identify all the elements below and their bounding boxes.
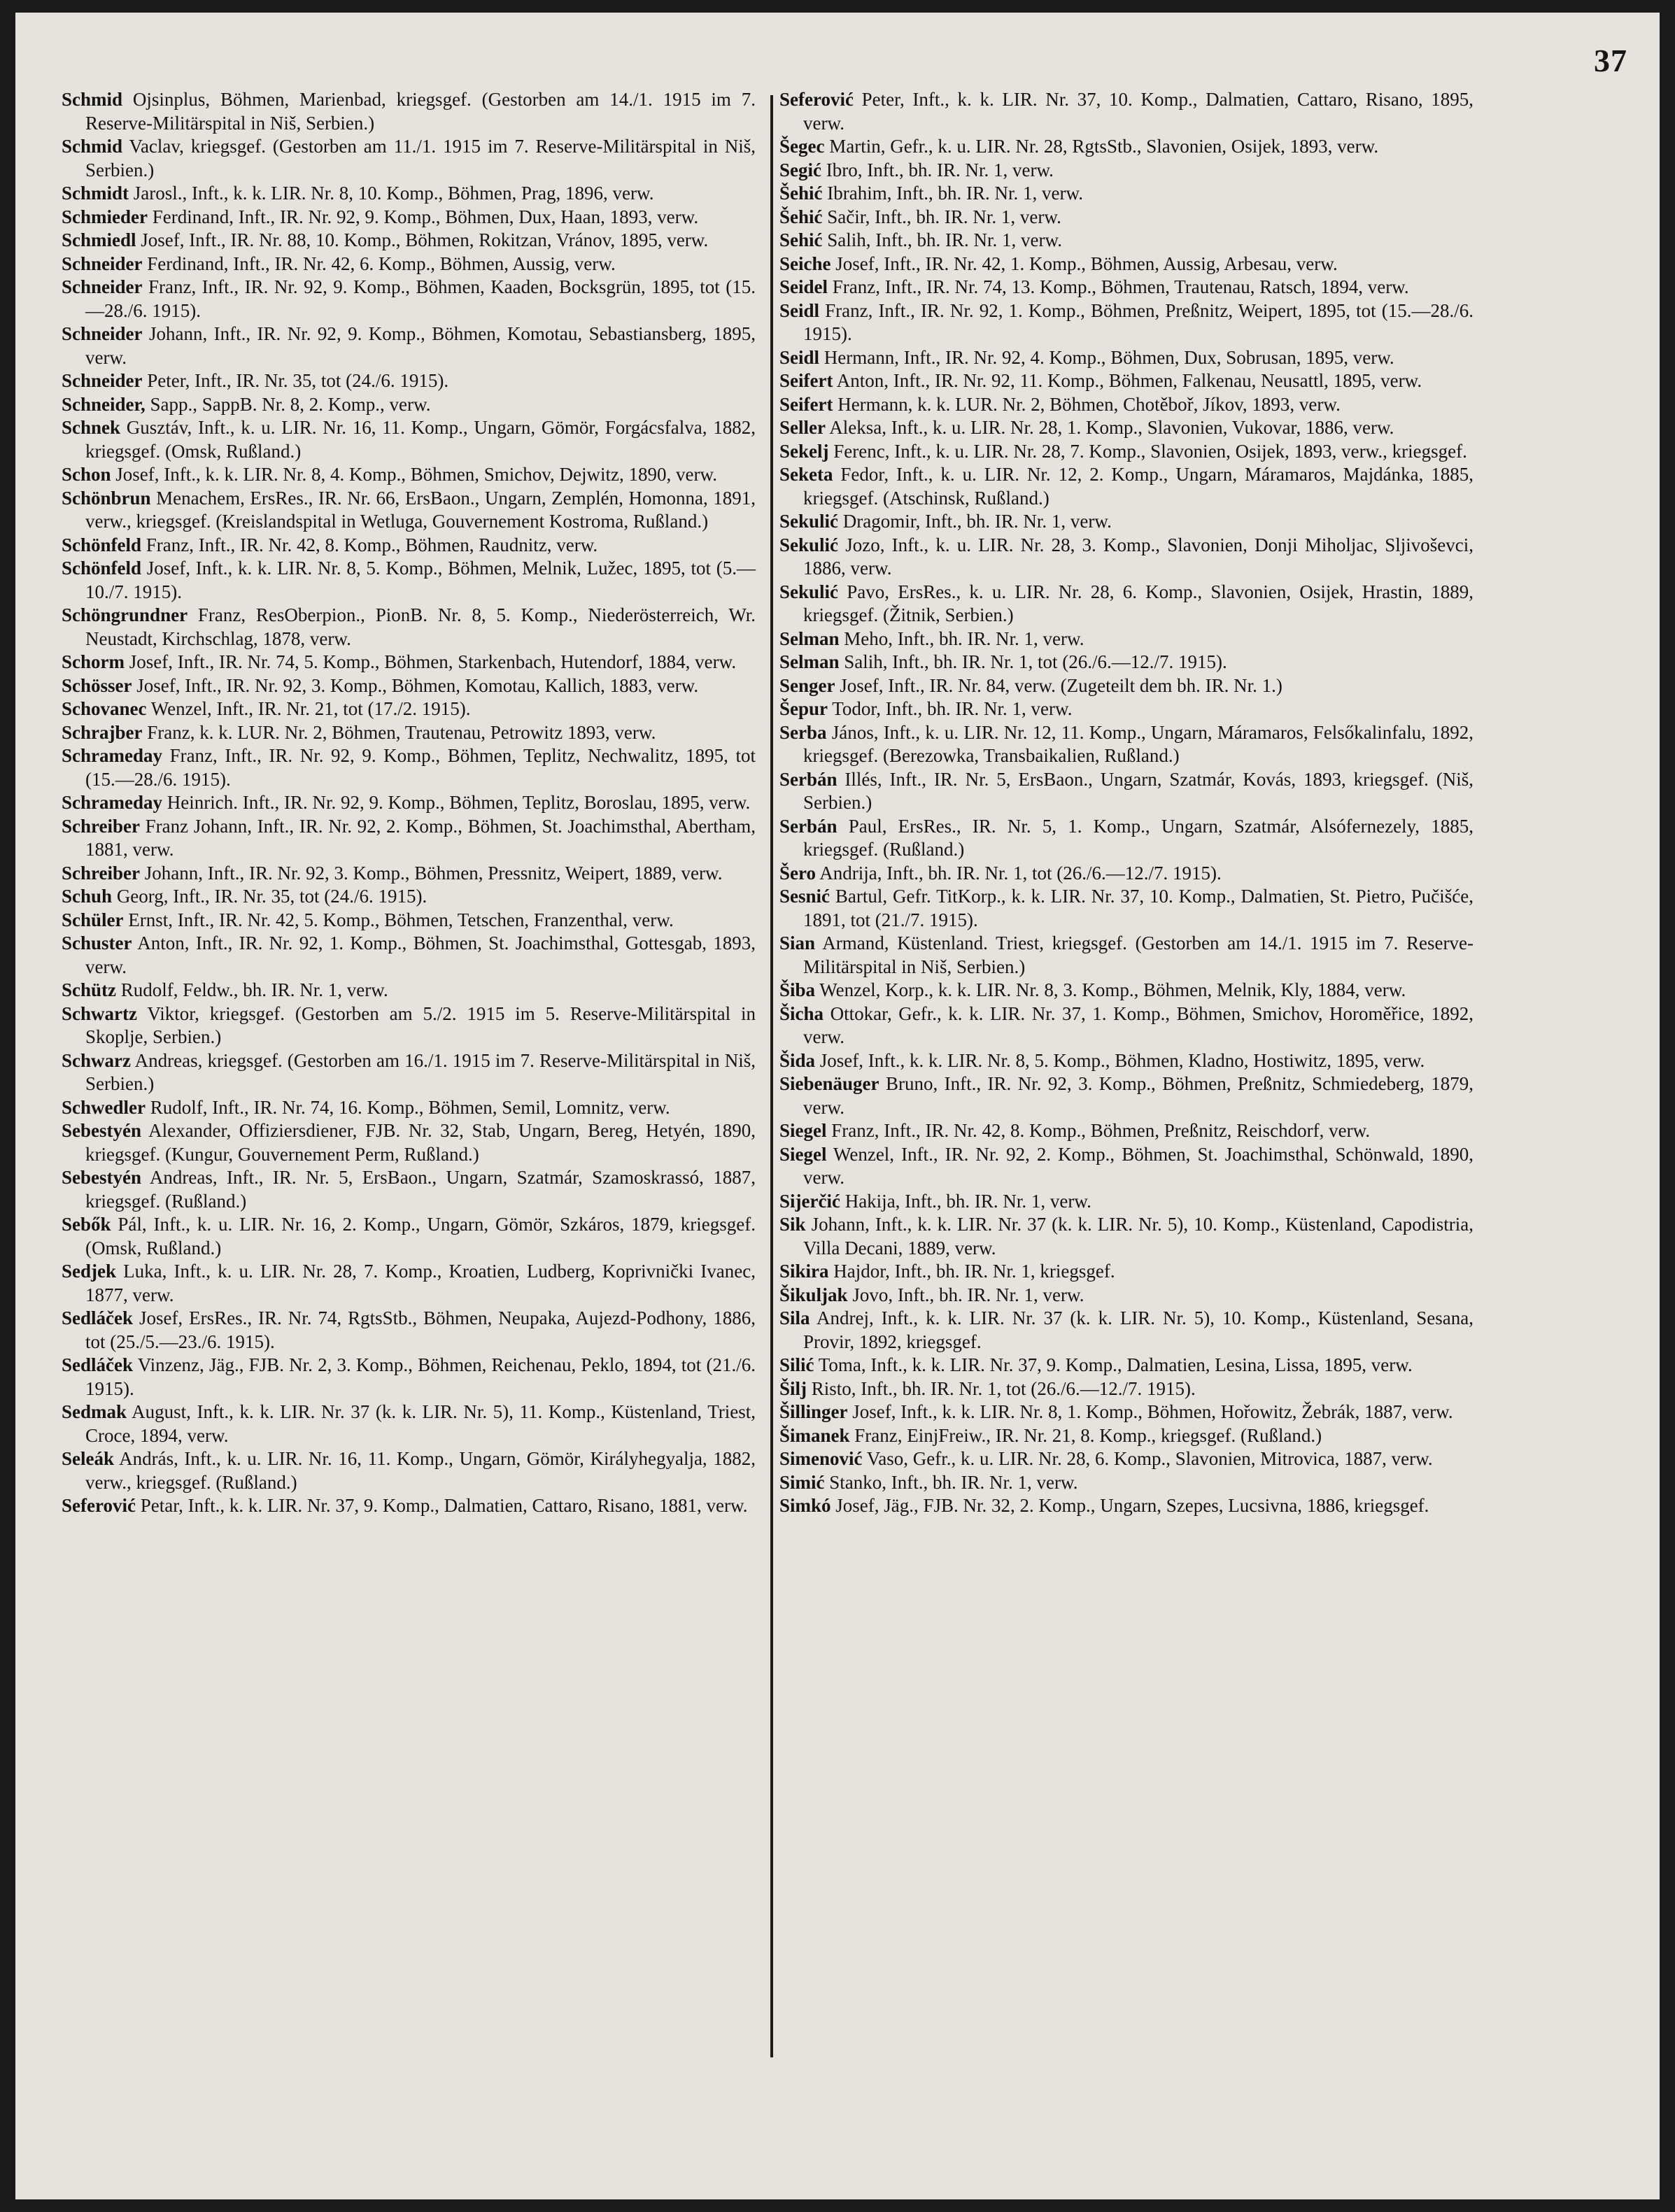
- left-column: [62, 88, 756, 1518]
- entry-details: Franz, EinjFreiw., IR. Nr. 21, 8. Komp., kriegsgef. (Rußland.): [849, 1424, 1322, 1446]
- register-entry: [779, 1143, 1473, 1190]
- entry-details: Meho, Inft., bh. IR. Nr. 1, verw.: [839, 628, 1084, 649]
- entry-surname: Sila: [779, 1307, 810, 1328]
- register-entry: [779, 721, 1473, 768]
- register-entry: [62, 1049, 756, 1096]
- entry-details: Franz, Inft., IR. Nr. 92, 9. Komp., Böhmen, Kaaden, Bocksgrün, 1895, tot (15.—28./6. 1915).: [85, 276, 756, 321]
- entry-surname: Seleák: [62, 1448, 115, 1469]
- register-entry: [62, 1166, 756, 1213]
- register-entry: [779, 1260, 1473, 1284]
- entry-details: Ojsinplus, Böhmen, Marienbad, kriegsgef. (Gestorben am 14./1. 1915 im 7. Reserve-Militärspital in Niš, Serbien.): [85, 89, 756, 134]
- register-entry: [62, 721, 756, 745]
- entry-surname: Schmid: [62, 136, 123, 157]
- entry-surname: Sekulić: [779, 581, 839, 602]
- register-entry: [779, 346, 1473, 370]
- entry-details: Josef, Inft., IR. Nr. 42, 1. Komp., Böhmen, Aussig, Arbesau, verw.: [831, 253, 1338, 274]
- register-entry: [62, 932, 756, 979]
- entry-details: Stanko, Inft., bh. IR. Nr. 1, verw.: [824, 1471, 1078, 1493]
- register-entry: [779, 581, 1473, 628]
- register-entry: [62, 1119, 756, 1166]
- register-entry: [62, 744, 756, 791]
- entry-details: Andreas, kriegsgef. (Gestorben am 16./1. 1915 im 7. Reserve-Militärspital in Niš, Serbien.): [85, 1049, 756, 1094]
- entry-surname: Šikuljak: [779, 1284, 848, 1305]
- register-entry: [779, 697, 1473, 721]
- entry-details: Todor, Inft., bh. IR. Nr. 1, verw.: [828, 698, 1073, 719]
- entry-details: Hakija, Inft., bh. IR. Nr. 1, verw.: [840, 1190, 1091, 1212]
- entry-surname: Schmieder: [62, 206, 148, 227]
- entry-surname: Schreiber: [62, 815, 140, 837]
- entry-surname: Simić: [779, 1471, 825, 1493]
- register-entry: [779, 135, 1473, 159]
- entry-details: Franz, ResOberpion., PionB. Nr. 8, 5. Komp., Niederösterreich, Wr. Neustadt, Kirchschlag, 1878, verw.: [85, 604, 756, 649]
- entry-details: Jovo, Inft., bh. IR. Nr. 1, verw.: [847, 1284, 1084, 1305]
- register-entry: [62, 1096, 756, 1120]
- entry-details: Franz Johann, Inft., IR. Nr. 92, 2. Komp., Böhmen, St. Joachimsthal, Abertham, 1881, verw.: [85, 815, 756, 860]
- entry-surname: Sedláček: [62, 1354, 134, 1375]
- register-entry: [62, 697, 756, 721]
- register-entry: [62, 1401, 756, 1447]
- entry-details: Aleksa, Inft., k. u. LIR. Nr. 28, 1. Komp., Slavonien, Vukovar, 1886, verw.: [825, 417, 1394, 438]
- entry-details: Sapp., SappB. Nr. 8, 2. Komp., verw.: [145, 393, 431, 415]
- entry-details: Alexander, Offiziersdiener, FJB. Nr. 32, Stab, Ungarn, Bereg, Hetyén, 1890, kriegsgef. (Kungur, Gouvernement Perm, Rußland.): [85, 1120, 756, 1165]
- register-entry: [62, 909, 756, 933]
- entry-details: András, Inft., k. u. LIR. Nr. 16, 11. Komp., Ungarn, Gömör, Királyhegyalja, 1882, verw., kriegsgef. (Rußland.): [85, 1448, 756, 1493]
- register-entry: [779, 768, 1473, 815]
- page-number: 37: [1594, 43, 1627, 78]
- right-column: [779, 88, 1473, 1518]
- register-entry: [779, 229, 1473, 253]
- entry-details: Bartul, Gefr. TitKorp., k. k. LIR. Nr. 37, 10. Komp., Dalmatien, St. Pietro, Pučišće, 1891, tot (21./7. 1915).: [803, 886, 1473, 930]
- register-entry: [62, 862, 756, 886]
- entry-details: Anton, Inft., IR. Nr. 92, 1. Komp., Böhmen, St. Joachimsthal, Gottesgab, 1893, verw.: [85, 933, 756, 977]
- entry-surname: Segić: [779, 159, 821, 180]
- register-entry: [779, 1213, 1473, 1260]
- register-entry: [62, 322, 756, 369]
- register-entry: [62, 206, 756, 229]
- entry-details: Peter, Inft., k. k. LIR. Nr. 37, 10. Komp., Dalmatien, Cattaro, Risano, 1895, verw.: [803, 89, 1473, 134]
- register-entry: [62, 1494, 756, 1518]
- register-entry: [62, 1002, 756, 1049]
- entry-surname: Schwartz: [62, 1002, 137, 1024]
- register-entry: [62, 135, 756, 182]
- register-entry: [62, 1307, 756, 1354]
- register-entry: [779, 88, 1473, 135]
- entry-details: Andreas, Inft., IR. Nr. 5, ErsBaon., Ungarn, Szatmár, Szamoskrassó, 1887, kriegsgef. (Rußland.): [85, 1167, 756, 1212]
- entry-details: Martin, Gefr., k. u. LIR. Nr. 28, RgtsStb., Slavonien, Osijek, 1893, verw.: [824, 136, 1379, 157]
- entry-surname: Sik: [779, 1214, 806, 1235]
- register-entry: [779, 1401, 1473, 1424]
- entry-details: Sačir, Inft., bh. IR. Nr. 1, verw.: [822, 206, 1061, 227]
- entry-details: Pál, Inft., k. u. LIR. Nr. 16, 2. Komp., Ungarn, Gömör, Szkáros, 1879, kriegsgef. (Omsk, Rußland.): [85, 1214, 756, 1259]
- entry-surname: Sebestyén: [62, 1120, 141, 1141]
- entry-surname: Seiche: [779, 253, 831, 274]
- register-entry: [62, 651, 756, 674]
- entry-surname: Seferović: [62, 1495, 136, 1516]
- entry-details: Toma, Inft., k. k. LIR. Nr. 37, 9. Komp., Dalmatien, Lesina, Lissa, 1895, verw.: [814, 1354, 1413, 1375]
- entry-surname: Šimanek: [779, 1424, 850, 1446]
- entry-details: Georg, Inft., IR. Nr. 35, tot (24./6. 1915).: [112, 886, 427, 907]
- entry-details: Petar, Inft., k. k. LIR. Nr. 37, 9. Komp., Dalmatien, Cattaro, Risano, 1881, verw.: [135, 1495, 748, 1516]
- register-entry: [779, 440, 1473, 464]
- entry-surname: Schneider: [62, 276, 143, 297]
- entry-details: Rudolf, Feldw., bh. IR. Nr. 1, verw.: [116, 979, 388, 1000]
- register-entry: [62, 229, 756, 253]
- entry-surname: Schrameday: [62, 745, 162, 766]
- entry-details: Josef, Inft., k. k. LIR. Nr. 8, 5. Komp., Böhmen, Kladno, Hostiwitz, 1895, verw.: [815, 1049, 1425, 1071]
- entry-details: Franz, Inft., IR. Nr. 42, 8. Komp., Böhmen, Preßnitz, Reischdorf, verw.: [826, 1120, 1371, 1141]
- entry-surname: Schovanec: [62, 698, 147, 719]
- entry-surname: Sijerčić: [779, 1190, 840, 1212]
- entry-details: Franz, Inft., IR. Nr. 42, 8. Komp., Böhmen, Raudnitz, verw.: [141, 534, 598, 555]
- entry-details: Salih, Inft., bh. IR. Nr. 1, tot (26./6.—12./7. 1915).: [839, 651, 1227, 672]
- entry-surname: Serbán: [779, 815, 838, 837]
- entry-details: Ibro, Inft., bh. IR. Nr. 1, verw.: [821, 159, 1054, 180]
- entry-details: Josef, Inft., IR. Nr. 92, 3. Komp., Böhmen, Komotau, Kallich, 1883, verw.: [132, 674, 699, 696]
- register-entry: [62, 1260, 756, 1307]
- entry-surname: Sesnić: [779, 886, 831, 907]
- entry-surname: Schrameday: [62, 792, 162, 813]
- register-entry: [62, 253, 756, 276]
- entry-surname: Schönfeld: [62, 558, 142, 579]
- register-entry: [779, 1377, 1473, 1401]
- register-entry: [62, 534, 756, 558]
- entry-details: Peter, Inft., IR. Nr. 35, tot (24./6. 1915).: [142, 370, 449, 391]
- register-entry: [779, 885, 1473, 932]
- entry-details: Anton, Inft., IR. Nr. 92, 11. Komp., Böhmen, Falkenau, Neusattl, 1895, verw.: [833, 370, 1422, 391]
- entry-surname: Šepur: [779, 698, 828, 719]
- register-entry: [779, 1049, 1473, 1073]
- register-entry: [779, 416, 1473, 440]
- entry-details: Armand, Küstenland. Triest, kriegsgef. (Gestorben am 14./1. 1915 im 7. Reserve-Militärspital in Niš, Serbien.): [803, 933, 1473, 977]
- register-entry: [779, 674, 1473, 698]
- entry-details: Vaso, Gefr., k. u. LIR. Nr. 28, 6. Komp., Slavonien, Mitrovica, 1887, verw.: [862, 1448, 1433, 1469]
- entry-details: János, Inft., k. u. LIR. Nr. 12, 11. Komp., Ungarn, Máramaros, Felsőkalinfalu, 1892, kriegsgef. (Berezowka, Transbaikalien, Rußland.): [803, 721, 1473, 766]
- entry-surname: Schöngrundner: [62, 604, 188, 625]
- entry-surname: Šegec: [779, 136, 825, 157]
- register-entry: [779, 159, 1473, 183]
- entry-details: Josef, ErsRes., IR. Nr. 74, RgtsStb., Böhmen, Neupaka, Aujezd-Podhony, 1886, tot (25./5.—23./6. 1915).: [85, 1307, 756, 1352]
- entry-surname: Schüler: [62, 909, 124, 930]
- entry-details: Ernst, Inft., IR. Nr. 42, 5. Komp., Böhmen, Tetschen, Franzenthal, verw.: [123, 909, 674, 930]
- entry-details: Ibrahim, Inft., bh. IR. Nr. 1, verw.: [822, 183, 1083, 204]
- entry-details: Franz, Inft., IR. Nr. 92, 9. Komp., Böhmen, Teplitz, Nechwalitz, 1895, tot (15.—28./6. 1915).: [85, 745, 756, 790]
- entry-surname: Seferović: [779, 89, 854, 110]
- entry-surname: Schnek: [62, 417, 121, 438]
- entry-surname: Simenović: [779, 1448, 863, 1469]
- entry-surname: Šilj: [779, 1377, 807, 1399]
- entry-surname: Schrajber: [62, 721, 143, 743]
- entry-surname: Sebők: [62, 1214, 111, 1235]
- entry-details: Ferdinand, Inft., IR. Nr. 92, 9. Komp., Böhmen, Dux, Haan, 1893, verw.: [147, 206, 699, 227]
- register-entry: [779, 1307, 1473, 1354]
- entry-details: Josef, Inft., k. k. LIR. Nr. 8, 5. Komp., Böhmen, Melnik, Lužec, 1895, tot (5.—10./7. 1915).: [85, 558, 756, 602]
- entry-details: Wenzel, Inft., IR. Nr. 21, tot (17./2. 1915).: [146, 698, 471, 719]
- entry-surname: Sedláček: [62, 1307, 134, 1328]
- entry-details: Menachem, ErsRes., IR. Nr. 66, ErsBaon., Ungarn, Zemplén, Homonna, 1891, verw., kriegsgef. (Kreislandspital in Wetluga, Gouvernement Kostroma, Rußland.): [85, 487, 756, 532]
- entry-details: Vaclav, kriegsgef. (Gestorben am 11./1. 1915 im 7. Reserve-Militärspital in Niš, Serbien.): [85, 136, 756, 180]
- register-entry: [779, 182, 1473, 206]
- entry-details: Ottokar, Gefr., k. k. LIR. Nr. 37, 1. Komp., Böhmen, Smichov, Horoměřice, 1892, verw.: [803, 1002, 1473, 1047]
- register-entry: [62, 88, 756, 135]
- register-entry: [779, 393, 1473, 417]
- entry-details: Jozo, Inft., k. u. LIR. Nr. 28, 3. Komp., Slavonien, Donji Miholjac, Sljivoševci, 1886, verw.: [803, 534, 1473, 579]
- entry-surname: Sebestyén: [62, 1167, 141, 1188]
- entry-surname: Šillinger: [779, 1401, 848, 1422]
- register-entry: [779, 1190, 1473, 1214]
- register-entry: [779, 510, 1473, 534]
- register-entry: [62, 557, 756, 604]
- entry-surname: Sekulić: [779, 511, 839, 532]
- entry-details: Johann, Inft., IR. Nr. 92, 9. Komp., Böhmen, Komotau, Sebastiansberg, 1895, verw.: [85, 323, 756, 368]
- entry-surname: Šehić: [779, 183, 823, 204]
- entry-details: Salih, Inft., bh. IR. Nr. 1, verw.: [822, 229, 1062, 250]
- register-entry: [779, 369, 1473, 393]
- entry-details: Bruno, Inft., IR. Nr. 92, 3. Komp., Böhmen, Preßnitz, Schmiedeberg, 1879, verw.: [803, 1073, 1473, 1118]
- entry-details: Johann, Inft., IR. Nr. 92, 3. Komp., Böhmen, Pressnitz, Weipert, 1889, verw.: [139, 862, 723, 884]
- entry-details: Illés, Inft., IR. Nr. 5, ErsBaon., Ungarn, Szatmár, Kovás, 1893, kriegsgef. (Niš, Serbien.): [803, 768, 1473, 813]
- entry-details: Wenzel, Inft., IR. Nr. 92, 2. Komp., Böhmen, St. Joachimsthal, Schönwald, 1890, verw.: [803, 1143, 1473, 1188]
- entry-surname: Schwedler: [62, 1096, 146, 1118]
- register-entry: [62, 791, 756, 815]
- entry-surname: Seidel: [779, 276, 828, 297]
- entry-surname: Schon: [62, 464, 111, 485]
- entry-details: Ferdinand, Inft., IR. Nr. 42, 6. Komp., Böhmen, Aussig, verw.: [142, 253, 616, 274]
- scanned-page: [15, 13, 1660, 2199]
- entry-details: Risto, Inft., bh. IR. Nr. 1, tot (26./6.—12./7. 1915).: [807, 1377, 1196, 1399]
- register-entry: [62, 604, 756, 651]
- entry-details: Viktor, kriegsgef. (Gestorben am 5./2. 1915 im 5. Reserve-Militärspital in Skoplje, Serbien.): [85, 1002, 756, 1047]
- entry-details: Wenzel, Korp., k. k. LIR. Nr. 8, 3. Komp., Böhmen, Melnik, Kly, 1884, verw.: [815, 979, 1406, 1000]
- entry-details: Vinzenz, Jäg., FJB. Nr. 2, 3. Komp., Böhmen, Reichenau, Peklo, 1894, tot (21./6. 1915).: [85, 1354, 756, 1399]
- entry-details: Hajdor, Inft., bh. IR. Nr. 1, kriegsgef.: [828, 1261, 1115, 1282]
- register-entry: [779, 932, 1473, 979]
- entry-surname: Siebenäuger: [779, 1073, 879, 1094]
- entry-surname: Seifert: [779, 393, 833, 415]
- entry-details: Josef, Inft., k. k. LIR. Nr. 8, 1. Komp., Böhmen, Hořowitz, Žebrák, 1887, verw.: [847, 1401, 1453, 1422]
- entry-surname: Šida: [779, 1049, 816, 1071]
- entry-details: Johann, Inft., k. k. LIR. Nr. 37 (k. k. LIR. Nr. 5), 10. Komp., Küstenland, Capodistria, Villa Decani, 1889, verw.: [803, 1214, 1473, 1259]
- entry-details: Josef, Inft., k. k. LIR. Nr. 8, 4. Komp., Böhmen, Smichov, Dejwitz, 1890, verw.: [111, 464, 717, 485]
- register-entry: [62, 393, 756, 417]
- register-entry: [62, 416, 756, 463]
- entry-surname: Schuster: [62, 933, 132, 953]
- entry-surname: Silić: [779, 1354, 814, 1375]
- register-entry: [779, 979, 1473, 1002]
- register-entry: [62, 463, 756, 487]
- entry-surname: Šiba: [779, 979, 816, 1000]
- entry-details: Paul, ErsRes., IR. Nr. 5, 1. Komp., Ungarn, Szatmár, Alsófernezely, 1885, kriegsgef. (Rußland.): [803, 815, 1473, 860]
- register-entry: [62, 276, 756, 322]
- register-entry: [62, 182, 756, 206]
- entry-surname: Seidl: [779, 299, 820, 321]
- entry-surname: Siegel: [779, 1120, 827, 1141]
- register-entry: [779, 1119, 1473, 1143]
- entry-surname: Sikira: [779, 1261, 829, 1282]
- entry-details: Pavo, ErsRes., k. u. LIR. Nr. 28, 6. Komp., Slavonien, Osijek, Hrastin, 1889, kriegsgef. (Žitnik, Serbien.): [803, 581, 1473, 625]
- entry-surname: Schwarz: [62, 1049, 131, 1071]
- entry-surname: Schönbrun: [62, 487, 151, 509]
- register-entry: [779, 1494, 1473, 1518]
- register-entry: [779, 276, 1473, 299]
- entry-surname: Sekulić: [779, 534, 839, 555]
- entry-details: Josef, Inft., IR. Nr. 84, verw. (Zugeteilt dem bh. IR. Nr. 1.): [835, 674, 1282, 696]
- entry-details: Dragomir, Inft., bh. IR. Nr. 1, verw.: [838, 511, 1112, 532]
- entry-details: Jarosl., Inft., k. k. LIR. Nr. 8, 10. Komp., Böhmen, Prag, 1896, verw.: [129, 183, 654, 204]
- register-entry: [779, 1424, 1473, 1448]
- register-entry: [62, 885, 756, 909]
- entry-surname: Šicha: [779, 1002, 824, 1024]
- entry-surname: Schneider: [62, 253, 143, 274]
- entry-surname: Schösser: [62, 674, 132, 696]
- entry-surname: Seidl: [779, 346, 820, 368]
- entry-surname: Schneider,: [62, 393, 146, 415]
- register-entry: [779, 1284, 1473, 1307]
- entry-surname: Seketa: [779, 464, 833, 485]
- entry-surname: Senger: [779, 674, 835, 696]
- entry-details: Andrija, Inft., bh. IR. Nr. 1, tot (26./6.—12./7. 1915).: [816, 862, 1222, 884]
- register-entry: [62, 369, 756, 393]
- register-entry: [62, 487, 756, 534]
- register-entry: [779, 1072, 1473, 1119]
- entry-details: Franz, k. k. LUR. Nr. 2, Böhmen, Trautenau, Petrowitz 1893, verw.: [142, 721, 656, 743]
- entry-surname: Serbán: [779, 768, 838, 790]
- entry-surname: Sedmak: [62, 1401, 127, 1422]
- register-entry: [62, 674, 756, 698]
- entry-details: Fedor, Inft., k. u. LIR. Nr. 12, 2. Komp., Ungarn, Máramaros, Majdánka, 1885, kriegsgef. (Atschinsk, Rußland.): [803, 464, 1473, 509]
- entry-surname: Schuh: [62, 886, 113, 907]
- entry-details: Josef, Jäg., FJB. Nr. 32, 2. Komp., Ungarn, Szepes, Lucsivna, 1886, kriegsgef.: [831, 1495, 1429, 1516]
- register-entry: [779, 1447, 1473, 1471]
- entry-details: Hermann, Inft., IR. Nr. 92, 4. Komp., Böhmen, Dux, Sobrusan, 1895, verw.: [819, 346, 1394, 368]
- entry-details: Rudolf, Inft., IR. Nr. 74, 16. Komp., Böhmen, Semil, Lomnitz, verw.: [145, 1096, 670, 1118]
- entry-surname: Sedjek: [62, 1261, 117, 1282]
- entry-surname: Sekelj: [779, 440, 829, 462]
- register-entry: [779, 628, 1473, 651]
- register-entry: [779, 1354, 1473, 1377]
- entry-surname: Schorm: [62, 651, 125, 672]
- entry-details: Hermann, k. k. LUR. Nr. 2, Böhmen, Chotěboř, Jíkov, 1893, verw.: [833, 393, 1341, 415]
- entry-details: Gusztáv, Inft., k. u. LIR. Nr. 16, 11. Komp., Ungarn, Gömör, Forgácsfalva, 1882, kriegsgef. (Omsk, Rußland.): [85, 417, 756, 462]
- register-entry: [779, 463, 1473, 510]
- entry-surname: Siegel: [779, 1143, 827, 1165]
- entry-surname: Schmiedl: [62, 229, 136, 250]
- entry-details: Josef, Inft., IR. Nr. 74, 5. Komp., Böhmen, Starkenbach, Hutendorf, 1884, verw.: [125, 651, 737, 672]
- entry-surname: Sian: [779, 933, 816, 953]
- register-entry: [62, 1213, 756, 1260]
- register-entry: [779, 206, 1473, 229]
- entry-surname: Schneider: [62, 370, 143, 391]
- register-entry: [779, 253, 1473, 276]
- entry-surname: Šero: [779, 862, 816, 884]
- entry-details: Andrej, Inft., k. k. LIR. Nr. 37 (k. k. LIR. Nr. 5), 10. Komp., Küstenland, Sesana, Provir, 1892, kriegsgef.: [803, 1307, 1473, 1352]
- register-entry: [779, 815, 1473, 862]
- entry-surname: Sehić: [779, 229, 823, 250]
- entry-details: August, Inft., k. k. LIR. Nr. 37 (k. k. LIR. Nr. 5), 11. Komp., Küstenland, Triest, Croce, 1894, verw.: [85, 1401, 756, 1446]
- entry-surname: Schmidt: [62, 183, 129, 204]
- entry-details: Josef, Inft., IR. Nr. 88, 10. Komp., Böhmen, Rokitzan, Vránov, 1895, verw.: [136, 229, 709, 250]
- entry-surname: Schütz: [62, 979, 117, 1000]
- entry-surname: Šehić: [779, 206, 823, 227]
- entry-surname: Seifert: [779, 370, 833, 391]
- entry-surname: Schreiber: [62, 862, 140, 884]
- entry-details: Ferenc, Inft., k. u. LIR. Nr. 28, 7. Komp., Slavonien, Osijek, 1893, verw., kriegsgef.: [828, 440, 1467, 462]
- register-entry: [62, 815, 756, 862]
- register-entry: [779, 534, 1473, 581]
- entry-surname: Schneider: [62, 323, 143, 344]
- entry-details: Luka, Inft., k. u. LIR. Nr. 28, 7. Komp., Kroatien, Ludberg, Koprivnički Ivanec, 1877, verw.: [85, 1261, 756, 1305]
- entry-surname: Selman: [779, 651, 840, 672]
- entry-surname: Simkó: [779, 1495, 831, 1516]
- entry-surname: Schönfeld: [62, 534, 142, 555]
- register-entry: [779, 1002, 1473, 1049]
- entry-surname: Schmid: [62, 89, 123, 110]
- register-entry: [779, 299, 1473, 346]
- entry-details: Heinrich. Inft., IR. Nr. 92, 9. Komp., Böhmen, Teplitz, Boroslau, 1895, verw.: [162, 792, 751, 813]
- entry-surname: Selman: [779, 628, 840, 649]
- register-entry: [62, 1354, 756, 1401]
- entry-surname: Seller: [779, 417, 826, 438]
- register-entry: [779, 862, 1473, 886]
- register-entry: [62, 1447, 756, 1494]
- entry-details: Franz, Inft., IR. Nr. 92, 1. Komp., Böhmen, Preßnitz, Weipert, 1895, tot (15.—28./6. 1915).: [803, 299, 1473, 344]
- entry-details: Franz, Inft., IR. Nr. 74, 13. Komp., Böhmen, Trautenau, Ratsch, 1894, verw.: [828, 276, 1409, 297]
- register-entry: [62, 979, 756, 1002]
- column-divider: [770, 95, 773, 2057]
- register-entry: [779, 651, 1473, 674]
- register-entry: [779, 1471, 1473, 1495]
- entry-surname: Serba: [779, 721, 827, 743]
